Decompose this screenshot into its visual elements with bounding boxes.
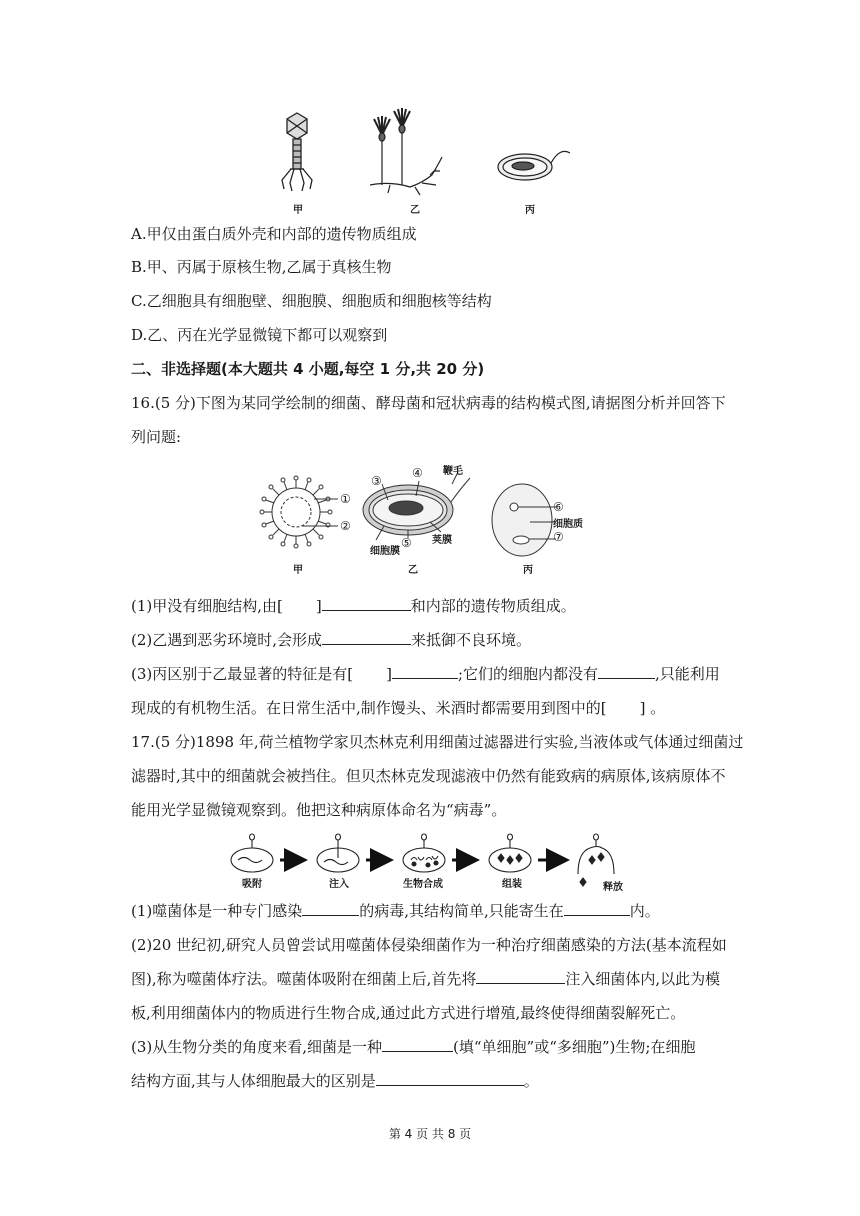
q16-part3-line1 bbox=[131, 664, 720, 684]
label-n1: ① bbox=[340, 492, 351, 506]
label-n5: ⑤ bbox=[401, 536, 412, 550]
q16-caption-bing: 丙 bbox=[523, 565, 533, 576]
answer-blank[interactable] bbox=[476, 969, 565, 984]
step-synthesis-drawing bbox=[403, 834, 445, 872]
step-adsorption-drawing bbox=[231, 834, 273, 872]
section2-heading: 二、非选择题(本大题共 4 小题,每空 1 分,共 20 分) bbox=[131, 360, 485, 378]
top-caption-yi: 乙 bbox=[410, 205, 420, 216]
q16-p1-a: (1)甲没有细胞结构,由[ bbox=[131, 597, 283, 615]
q16-p3-a: (3)丙区别于乙最显著的特征是有[ bbox=[131, 665, 354, 683]
step-assembly-drawing bbox=[489, 834, 531, 872]
label-n3: ③ bbox=[371, 474, 382, 488]
answer-blank[interactable] bbox=[302, 901, 359, 916]
q16-p2-a: (2)乙遇到恶劣环境时,会形成 bbox=[131, 631, 323, 649]
page-footer: 第 4 页 共 8 页 bbox=[388, 1127, 472, 1141]
q17-p3-line1-b: (填“单细胞”或“多细胞”)生物;在细胞 bbox=[453, 1038, 696, 1056]
q16-p1-b: ] bbox=[315, 597, 322, 615]
q17-p3-line2-a: 结构方面,其与人体细胞最大的区别是 bbox=[131, 1072, 376, 1090]
q17-part1 bbox=[131, 901, 660, 921]
top-caption-jia: 甲 bbox=[293, 205, 303, 216]
answer-blank[interactable] bbox=[392, 664, 458, 679]
q17-p1-c: 内。 bbox=[629, 902, 660, 920]
q17-part2-line1: (2)20 世纪初,研究人员曾尝试用噬菌体侵染细菌作为一种治疗细菌感染的方法(基本流程如 bbox=[131, 936, 727, 954]
label-jiamo: 荚膜 bbox=[432, 535, 452, 546]
label-n7: ⑦ bbox=[553, 530, 564, 544]
q16-part3-line2 bbox=[131, 698, 665, 718]
mold-drawing bbox=[370, 108, 442, 195]
q16-stem-line1: 16.(5 分)下图为某同学绘制的细菌、酵母菌和冠状病毒的结构模式图,请据图分析并回答下 bbox=[131, 394, 726, 412]
q17-part2-line2 bbox=[131, 969, 720, 989]
flow-step-2: 注入 bbox=[329, 879, 349, 890]
q16-caption-jia: 甲 bbox=[293, 565, 303, 576]
option-a: A.甲仅由蛋白质外壳和内部的遗传物质组成 bbox=[131, 225, 417, 243]
q17-part2-line3: 板,利用细菌体内的物质进行生物合成,通过此方式进行增殖,最终使得细菌裂解死亡。 bbox=[131, 1004, 686, 1022]
bacterium-drawing bbox=[498, 151, 570, 180]
top-caption-bing: 丙 bbox=[525, 205, 535, 216]
phage-drawing bbox=[282, 113, 312, 191]
flow-step-3: 生物合成 bbox=[403, 879, 443, 890]
label-bianmao: 鞭毛 bbox=[443, 466, 463, 477]
option-d: D.乙、丙在光学显微镜下都可以观察到 bbox=[131, 326, 388, 344]
answer-blank[interactable] bbox=[564, 901, 630, 916]
q17-stem-line2: 滤器时,其中的细菌就会被挡住。但贝杰林克发现滤液中仍然有能致病的病原体,该病原体不 bbox=[131, 767, 726, 785]
q16-p3-b: ] bbox=[386, 665, 392, 683]
top-figure bbox=[270, 105, 580, 215]
flow-step-5: 释放 bbox=[603, 882, 623, 893]
q16-p2-b: 来抵御不良环境。 bbox=[411, 631, 532, 649]
q16-caption-yi: 乙 bbox=[408, 565, 418, 576]
q16-part1 bbox=[131, 596, 576, 616]
q17-p1-a: (1)噬菌体是一种专门感染 bbox=[131, 902, 303, 920]
q17-p2-line2-b: 注入细菌体内,以此为模 bbox=[565, 970, 721, 988]
q17-p3-line1-a: (3)从生物分类的角度来看,细菌是一种 bbox=[131, 1038, 383, 1056]
q16-stem-line2: 列问题: bbox=[131, 428, 182, 446]
label-n2: ② bbox=[340, 519, 351, 533]
answer-blank[interactable] bbox=[322, 596, 411, 611]
label-xibaozhi: 细胞质 bbox=[553, 519, 583, 530]
label-n4: ④ bbox=[412, 466, 423, 480]
q16-part2 bbox=[131, 630, 531, 650]
flow-step-4: 组装 bbox=[502, 879, 522, 890]
option-b: B.甲、丙属于原核生物,乙属于真核生物 bbox=[131, 258, 392, 276]
answer-blank[interactable] bbox=[382, 1037, 453, 1052]
answer-blank[interactable] bbox=[376, 1071, 524, 1086]
q16-p3-line2-a: 现成的有机物生活。在日常生活中,制作馒头、米酒时都需要用到图中的[ bbox=[131, 699, 607, 717]
q17-p2-line2-a: 图),称为噬菌体疗法。噬菌体吸附在细菌上后,首先将 bbox=[131, 970, 477, 988]
q17-p1-b: 的病毒,其结构简单,只能寄生在 bbox=[359, 902, 564, 920]
q17-stem-line1: 17.(5 分)1898 年,荷兰植物学家贝杰林克利用细菌过滤器进行实验,当液体或气体通过细菌过 bbox=[131, 733, 744, 751]
yeast-drawing bbox=[492, 484, 556, 556]
q16-p3-c: ;它们的细胞内都没有 bbox=[457, 665, 599, 683]
label-n6: ⑥ bbox=[553, 500, 564, 514]
flow-step-1: 吸附 bbox=[242, 879, 262, 890]
q17-p3-line2-b: 。 bbox=[523, 1072, 539, 1090]
q16-p1-c: 和内部的遗传物质组成。 bbox=[410, 597, 576, 615]
q16-p3-d: ,只能利用 bbox=[655, 665, 720, 683]
q17-stem-line3: 能用光学显微镜观察到。他把这种病原体命名为“病毒”。 bbox=[131, 801, 507, 819]
step-injection-drawing bbox=[317, 834, 359, 872]
label-xibaomo: 细胞膜 bbox=[370, 546, 400, 557]
q16-p3-line2-b: ] 。 bbox=[639, 699, 666, 717]
answer-blank[interactable] bbox=[598, 664, 655, 679]
option-c: C.乙细胞具有细胞壁、细胞膜、细胞质和细胞核等结构 bbox=[131, 292, 492, 310]
q17-part3-line2 bbox=[131, 1071, 539, 1091]
q17-part3-line1 bbox=[131, 1037, 695, 1057]
coronavirus-drawing bbox=[260, 476, 338, 548]
answer-blank[interactable] bbox=[322, 630, 411, 645]
